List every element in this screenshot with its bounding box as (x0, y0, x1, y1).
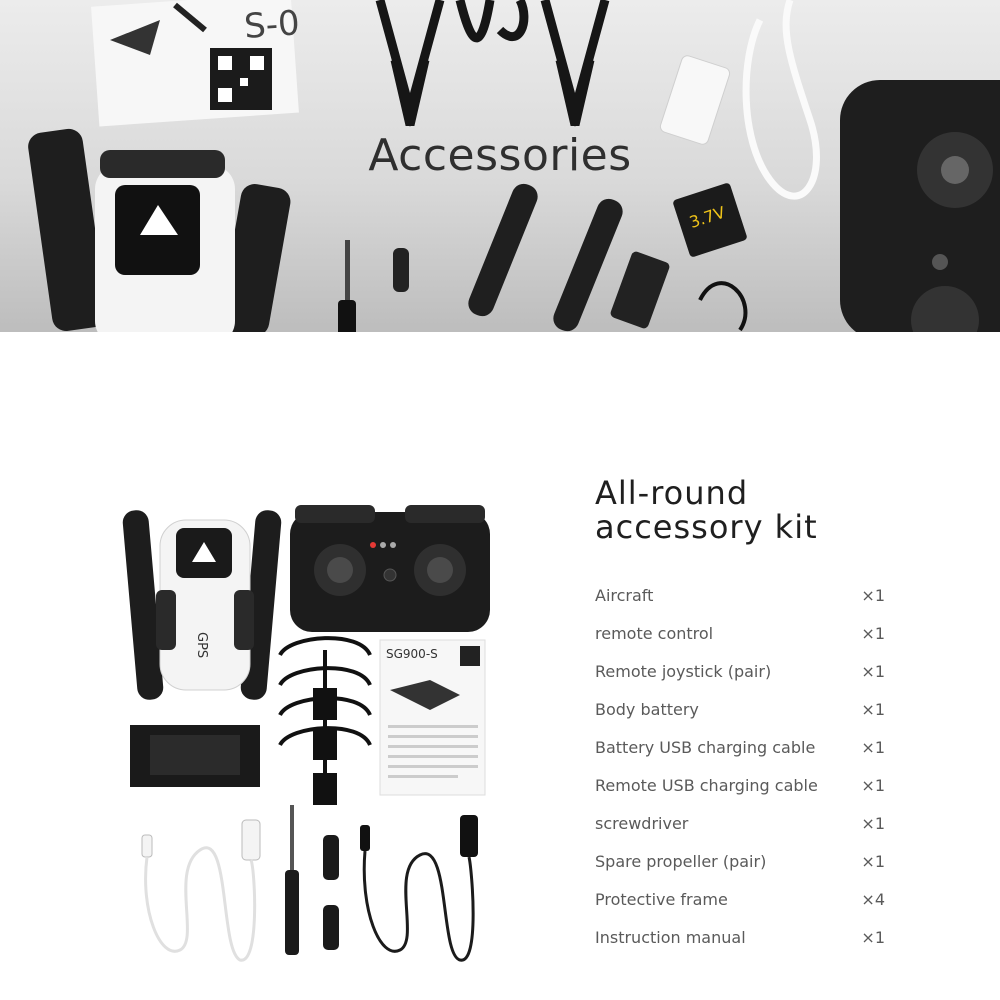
kit-item-name: Remote joystick (pair) (595, 662, 772, 681)
kit-item-qty: ×1 (861, 662, 885, 681)
kit-item-name: remote control (595, 624, 714, 643)
spare-propellers (465, 180, 627, 332)
kit-item-remote-joystick (595, 654, 885, 692)
remote-usb-cable (360, 815, 478, 960)
leaflet-label: S-0 (242, 3, 301, 47)
kit-item-qty: ×1 (861, 700, 885, 719)
kit-item-name: screwdriver (595, 814, 689, 833)
kit-item-name: Aircraft (595, 586, 654, 605)
kit-item-qty: ×1 (861, 776, 885, 795)
kit-contents-photo (110, 490, 510, 970)
screwdriver (338, 240, 409, 332)
kit-item-name: Remote USB charging cable (595, 776, 818, 795)
remote-joysticks (323, 835, 339, 950)
kit-item-qty: ×1 (861, 928, 885, 947)
kit-item-qty: ×1 (861, 814, 885, 833)
kit-item-qty: ×1 (861, 852, 885, 871)
screwdriver-item (285, 805, 299, 955)
kit-item-list (595, 578, 885, 958)
kit-item-name: Body battery (595, 700, 699, 719)
kit-title-line2: accessory kit (595, 508, 818, 546)
kit-item-qty: ×4 (861, 890, 885, 909)
remote-control (290, 505, 490, 632)
manual-title: SG900-S (386, 647, 438, 661)
battery-usb-cable (142, 820, 260, 960)
aircraft-label: GPS (194, 632, 209, 659)
body-battery (130, 725, 260, 787)
kit-item-battery-usb-cable (595, 730, 885, 768)
protective-frames-set (280, 638, 370, 803)
kit-title-line1: All-round (595, 474, 749, 512)
protective-frames (380, 0, 605, 125)
kit-title (595, 476, 818, 544)
svg-text:3.7V: 3.7V (686, 202, 728, 232)
kit-item-remote-control (595, 616, 885, 654)
kit-item-name: Instruction manual (595, 928, 746, 947)
kit-item-spare-propeller (595, 844, 885, 882)
kit-item-body-battery (595, 692, 885, 730)
charging-cable (609, 250, 745, 330)
battery-label-sticker (672, 182, 748, 258)
kit-item-qty: ×1 (861, 738, 885, 757)
kit-item-instruction-manual (595, 920, 885, 958)
instruction-manual (380, 640, 485, 795)
kit-item-remote-usb-cable (595, 768, 885, 806)
kit-item-name: Protective frame (595, 890, 728, 909)
kit-item-protective-frame (595, 882, 885, 920)
aircraft (122, 509, 282, 701)
kit-item-name: Battery USB charging cable (595, 738, 816, 757)
accessories-banner (0, 0, 1000, 332)
kit-item-aircraft (595, 578, 885, 616)
kit-item-qty: ×1 (861, 624, 885, 643)
kit-item-name: Spare propeller (pair) (595, 852, 767, 871)
remote-controller (840, 80, 1000, 332)
kit-item-qty: ×1 (861, 586, 885, 605)
banner-title: Accessories (368, 130, 632, 181)
kit-item-screwdriver (595, 806, 885, 844)
